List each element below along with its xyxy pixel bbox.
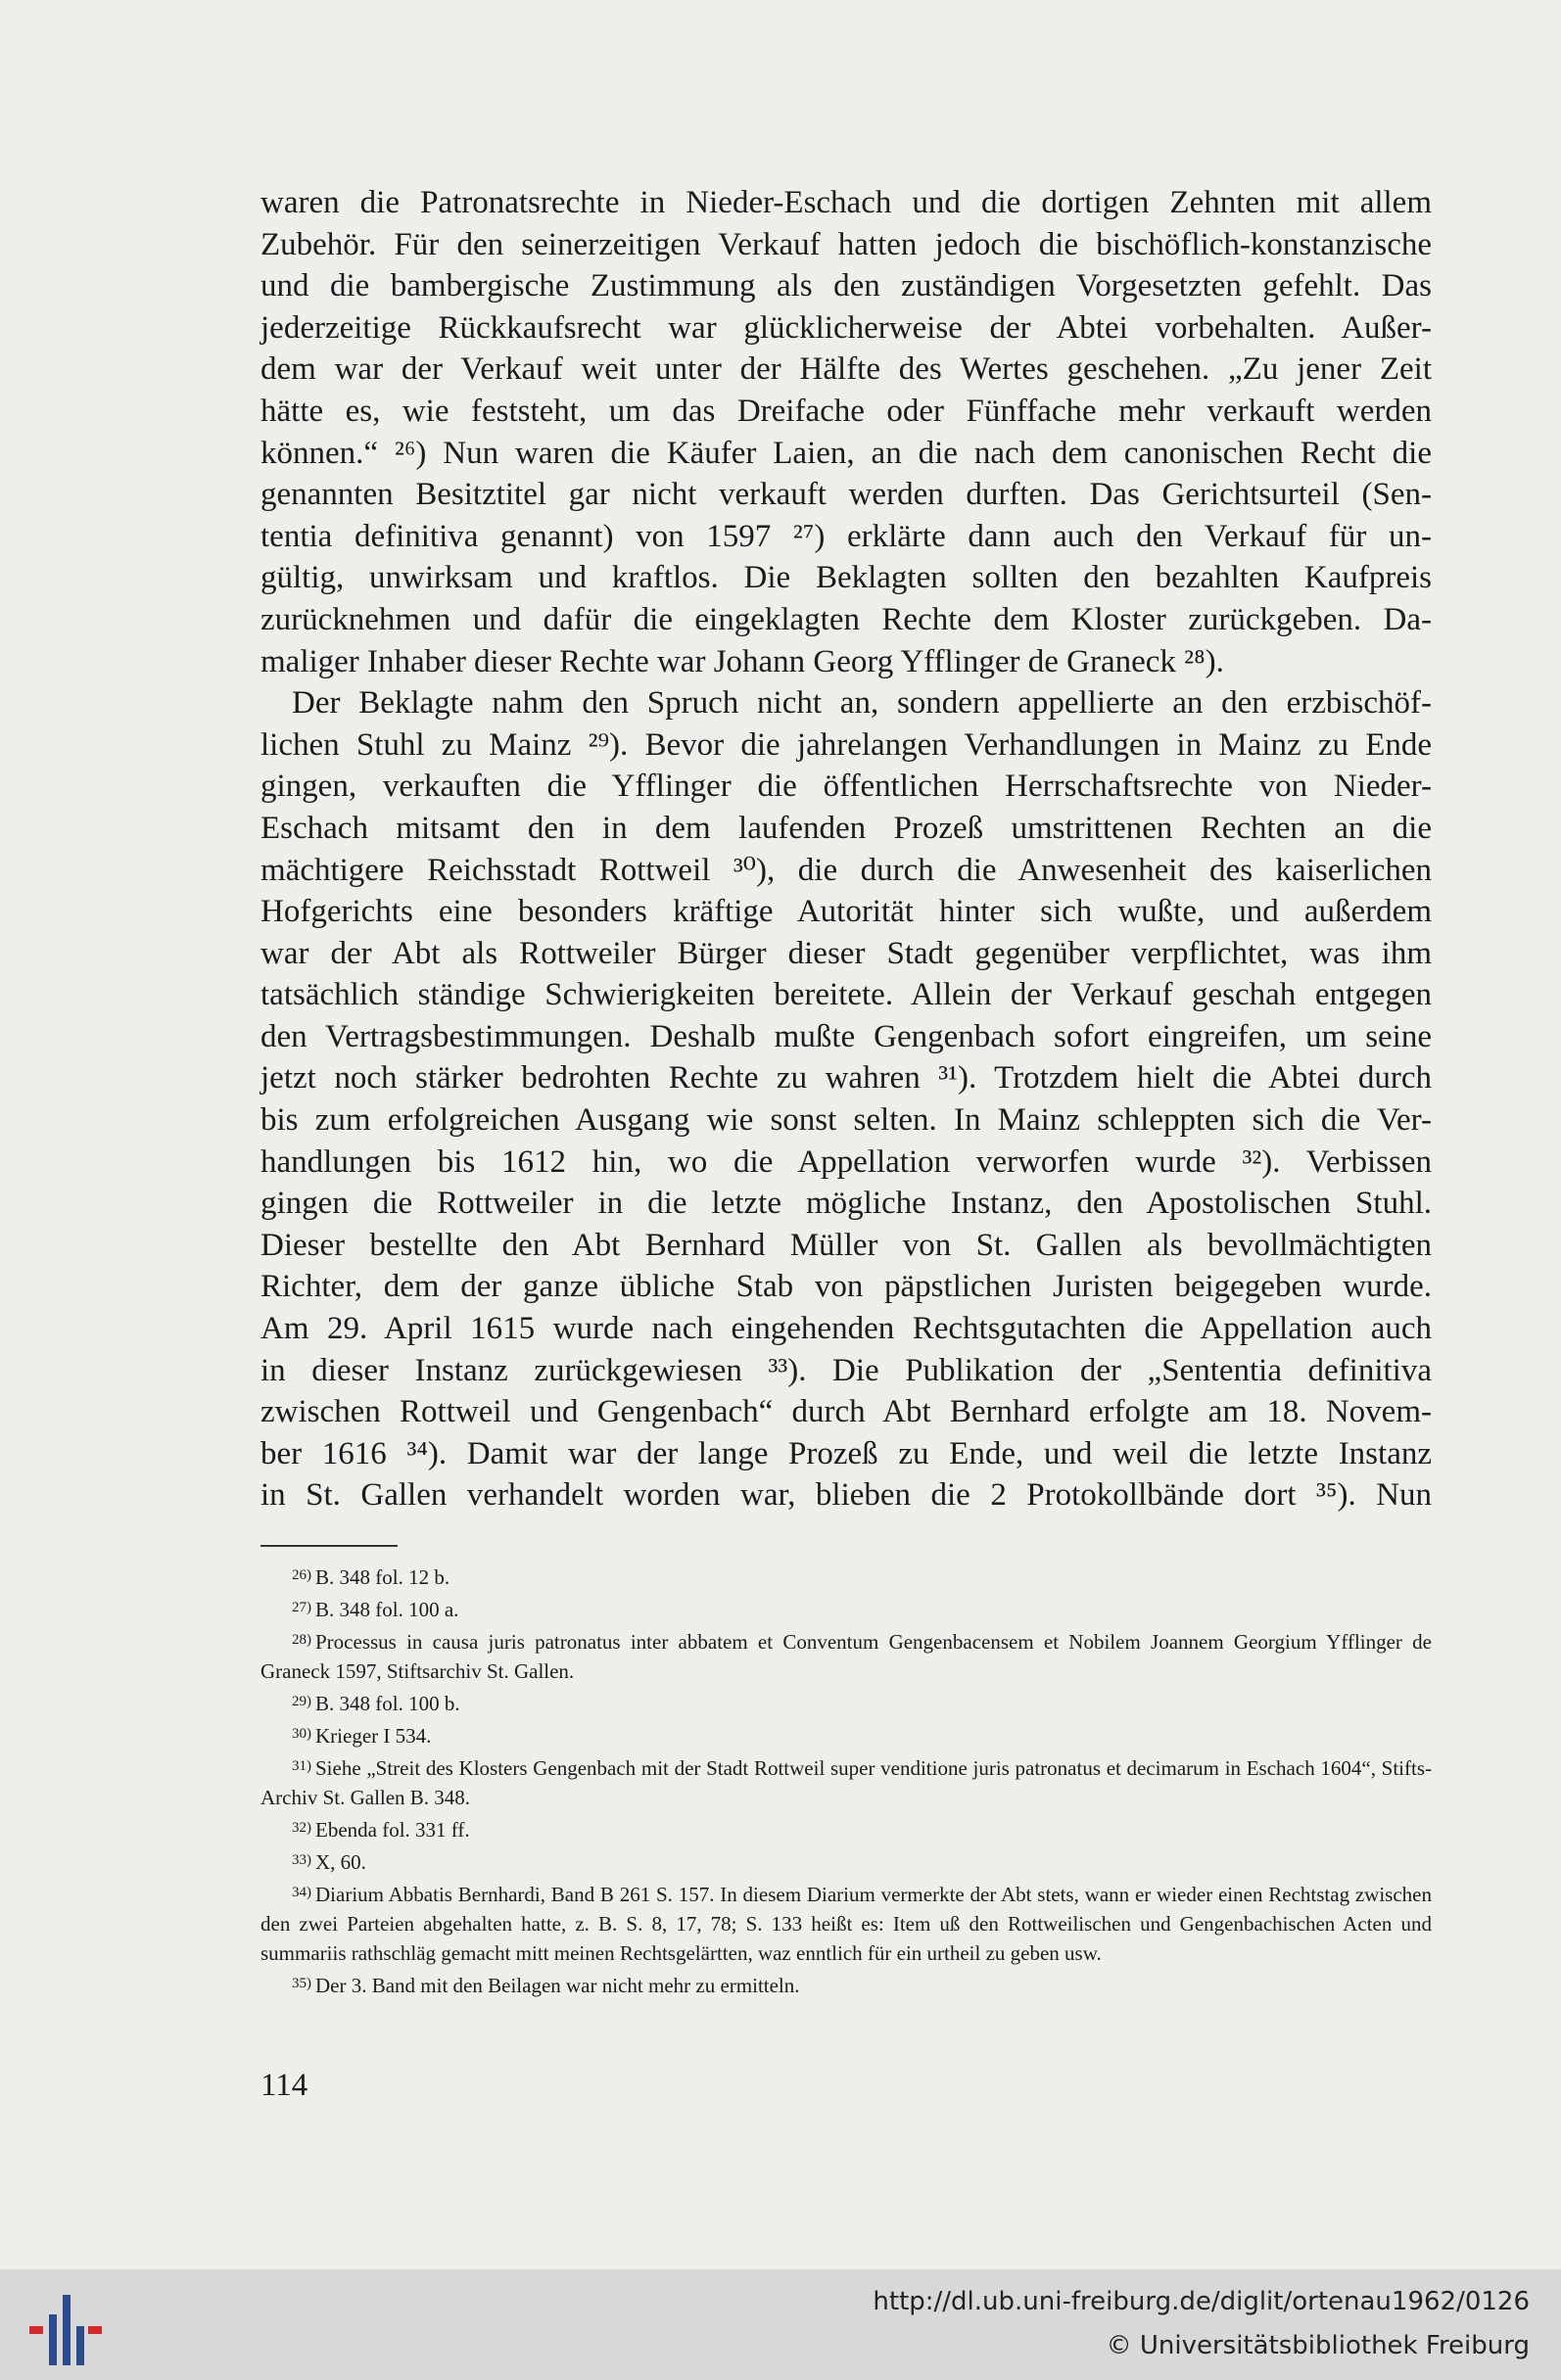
text-line: jederzeitige Rückkaufsrecht war glücklicherweise der Abtei vorbehalten. Außer- [260,309,1432,346]
footnotes [260,1561,1432,2001]
footnote-number: 31) [292,1758,311,1774]
footer-copyright: © Universitätsbibliothek Freiburg [1106,2331,1530,2360]
logo-blue-bar-3 [76,2326,84,2365]
text-line: den Vertragsbestimmungen. Deshalb mußte Gengenbach sofort eingreifen, um seine [260,1018,1432,1054]
footnote [260,1625,1432,1686]
text-line: dem war der Verkauf weit unter der Hälfte des Wertes geschehen. „Zu jener Zeit [260,351,1432,388]
footnote-divider [260,1545,398,1547]
paragraph-1 [260,182,1432,682]
footnote-number: 28) [292,1632,311,1648]
text-line: in dieser Instanz zurückgewiesen ³³). Die Publikation der „Sententia definitiva [260,1352,1432,1388]
text-line: hätte es, wie feststeht, um das Dreifache oder Fünffache mehr verkauft werden [260,393,1432,429]
footnote-number: 27) [292,1600,311,1615]
footnote-number: 34) [292,1885,311,1900]
text-line: zwischen Rottweil und Gengenbach“ durch Abt Bernhard erfolgte am 18. Novem- [260,1394,1432,1430]
text-line: Richter, dem der ganze übliche Stab von päpstlichen Juristen beigegeben wurde. [260,1269,1432,1305]
footnote-number: 29) [292,1694,311,1709]
footnote [260,1813,1432,1844]
footnote [260,1969,1432,2000]
text-line: tentia definitiva genannt) von 1597 ²⁷) erklärte dann auch den Verkauf für un- [260,518,1432,554]
text-line: mächtigere Reichsstadt Rottweil ³⁰), die durch die Anwesenheit des kaiserlichen [260,852,1432,888]
logo-blue-bar-2 [63,2295,71,2365]
footnote [260,1878,1432,1968]
text-line: und die bambergische Zustimmung als den zuständigen Vorgesetzten gefehlt. Das [260,268,1432,304]
text-line: gültig, unwirksam und kraftlos. Die Beklagten sollten den bezahlten Kaufpreis [260,560,1432,596]
text-line: Zubehör. Für den seinerzeitigen Verkauf hatten jedoch die bischöflich-konstanzische [260,226,1432,262]
text-line: war der Abt als Rottweiler Bürger dieser Stadt gegenüber verpflichtet, was ihm [260,935,1432,971]
text-line: zurücknehmen und dafür die eingeklagten Rechte dem Kloster zurückgeben. Da- [260,601,1432,637]
text-line: jetzt noch stärker bedrohten Rechte zu wahren ³¹). Trotzdem hielt die Abtei durch [260,1060,1432,1097]
text-line: können.“ ²⁶) Nun waren die Käufer Laien, an die nach dem canonischen Recht die [260,435,1432,471]
text-line: tatsächlich ständige Schwierigkeiten bereitete. Allein der Verkauf geschah entgegen [260,977,1432,1013]
text-line: Am 29. April 1615 wurde nach eingehenden Rechtsgutachten die Appellation auch [260,1311,1432,1347]
footnote [260,1593,1432,1624]
footnote-text: Krieger I 534. [315,1724,432,1748]
text-line: gingen die Rottweiler in die letzte mögliche Instanz, den Apostolischen Stuhl. [260,1186,1432,1222]
footnote [260,1751,1432,1812]
footnote [260,1845,1432,1877]
text-line: Hofgerichts eine besonders kräftige Autorität hinter sich wußte, und außerdem [260,894,1432,930]
footnote-text: B. 348 fol. 12 b. [315,1565,450,1589]
footnote [260,1687,1432,1718]
text-line: bis zum erfolgreichen Ausgang wie sonst selten. In Mainz schleppten sich die Ver- [260,1102,1432,1139]
text-line: maliger Inhaber dieser Rechte war Johann Georg Yfflinger de Graneck ²⁸). [260,643,1224,679]
text-line: lichen Stuhl zu Mainz ²⁹). Bevor die jahrelangen Verhandlungen in Mainz zu Ende [260,726,1432,763]
text-line: Eschach mitsamt den in dem laufenden Prozeß umstrittenen Rechten an die [260,810,1432,846]
logo-blue-bar-1 [49,2314,57,2365]
text-line: in St. Gallen verhandelt worden war, blieben die 2 Protokollbände dort ³⁵). Nun [260,1477,1432,1514]
footer-bar [0,2269,1561,2380]
footnote-number: 30) [292,1726,311,1742]
footnote-number: 26) [292,1567,311,1583]
text-line: ber 1616 ³⁴). Damit war der lange Prozeß zu Ende, und weil die letzte Instanz [260,1435,1432,1471]
text-line: genannten Besitztitel gar nicht verkauft werden durften. Das Gerichtsurteil (Sen- [260,477,1432,513]
footnote [260,1561,1432,1592]
text-line: gingen, verkauften die Yfflinger die öffentlichen Herrschaftsrechte von Nieder- [260,769,1432,805]
footer-url-link[interactable]: http://dl.ub.uni-freiburg.de/diglit/ortenau1962/0126 [873,2287,1530,2316]
footnote-number: 35) [292,1976,311,1991]
paragraph-2 [260,682,1432,1517]
footnote-number: 32) [292,1820,311,1836]
footnote-text: B. 348 fol. 100 a. [315,1598,459,1621]
footnote-text: X, 60. [315,1850,366,1874]
logo-red-bar-right [88,2326,102,2334]
text-line: Dieser bestellte den Abt Bernhard Müller von St. Gallen als bevollmächtigten [260,1227,1432,1263]
text-line: waren die Patronatsrechte in Nieder-Eschach und die dortigen Zehnten mit allem [260,185,1432,220]
footnote-text: Ebenda fol. 331 ff. [315,1818,470,1842]
ub-freiburg-logo-icon [27,2293,106,2371]
footnote-text: Processus in causa juris patronatus inter abbatem et Conventum Gengenbacensem et Nobilem Joannem Georgium Yfflinger de Graneck 1597, Stiftsarchiv St. Gallen. [260,1630,1432,1683]
footnote-text: Diarium Abbatis Bernhardi, Band B 261 S. 157. In diesem Diarium vermerkte der Abt stets, wann er wieder einen Rechtstag zwischen den zwei Parteien abgehalten hatte, z. B. S. 8, 17, 78; S. 133 heißt es: Item uß den Rottweilischen und Gengenbachischen Acten und summariis rathschläg gemacht mitt meinen Rechtsgelärtten, waz enntlich für ein urtheil zu geben usw. [260,1883,1432,1965]
footnote-number: 33) [292,1852,311,1868]
footnote [260,1719,1432,1750]
text-line: handlungen bis 1612 hin, wo die Appellation verworfen wurde ³²). Verbissen [260,1143,1432,1180]
body-text [260,182,1432,1517]
footnote-text: B. 348 fol. 100 b. [315,1692,460,1715]
logo-red-bar-left [29,2326,43,2334]
footnote-text: Siehe „Streit des Klosters Gengenbach mit der Stadt Rottweil super venditione juris patronatus et decimarum in Eschach 1604“, Stifts-Archiv St. Gallen B. 348. [260,1756,1432,1809]
text-line: Der Beklagte nahm den Spruch nicht an, sondern appellierte an den erzbischöf- [292,685,1432,722]
page-number: 114 [260,2068,308,2103]
footnote-text: Der 3. Band mit den Beilagen war nicht mehr zu ermitteln. [315,1974,800,1997]
